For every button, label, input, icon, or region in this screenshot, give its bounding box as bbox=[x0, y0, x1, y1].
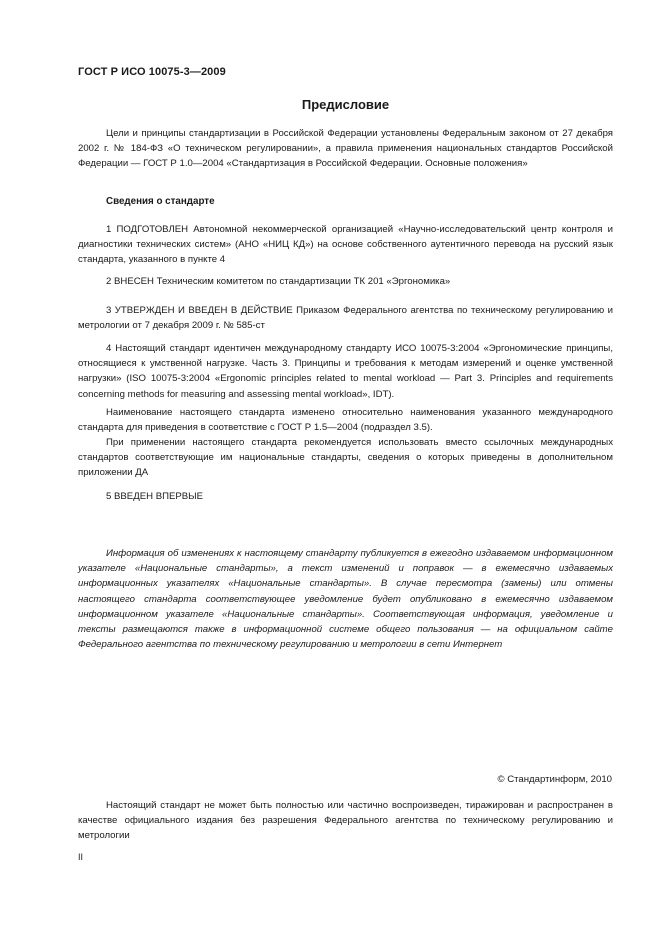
copyright-line: © Стандартинформ, 2010 bbox=[497, 774, 612, 785]
item-3-paragraph: 3 УТВЕРЖДЕН И ВВЕДЕН В ДЕЙСТВИЕ Приказом Федерального агентства по техническому регулированию и метрологии от 7 декабря 2009 г. № 585-ст bbox=[78, 305, 613, 332]
page-number: II bbox=[78, 852, 84, 862]
intro-paragraph: Цели и принципы стандартизации в Российской Федерации установлены Федеральным законом от 27 декабря 2002 г. № 184-ФЗ «О техническом регулировании», а правила применения национальных стандартов Российской Федерации — ГОСТ Р 1.0—2004 «Стандартизация в Российской Федерации. Основные положения» bbox=[78, 128, 613, 170]
item-4-paragraph: 4 Настоящий стандарт идентичен международному стандарту ИСО 10075-3:2004 «Эргономические принципы, относящиеся к умственной нагрузке. Часть 3. Принципы и требования к методам измерений и оценке умственной нагрузки» (ISO 10075-3:2004 «Ergonomic principles related to mental workload — Part 3. Principles and requirements concerning methods for measuring and assessing mental workload», IDT). bbox=[78, 343, 613, 400]
item-2-paragraph: 2 ВНЕСЕН Техническим комитетом по стандартизации ТК 201 «Эргономика» bbox=[106, 276, 451, 287]
page-title: Предисловие bbox=[301, 97, 390, 112]
item-5-paragraph: 5 ВВЕДЕН ВПЕРВЫЕ bbox=[106, 491, 204, 502]
change-notice-paragraph: Информация об изменениях к настоящему стандарту публикуется в ежегодно издаваемом информационном указателе «Национальные стандарты», а текст изменений и поправок — в ежемесячно издаваемых информационных указателях «Национальные стандарты». В случае пересмотра (замены) или отмены настоящего стандарта соответствующее уведомление будет опубликовано в ежемесячно издаваемом информационном указателе «Национальные стандарты». Соответствующая информация, уведомление и тексты размещаются также в информационной системе общего пользования — на официальном сайте Федерального агентства по техническому регулированию и метрологии в сети Интернет bbox=[78, 548, 613, 651]
section-subheading: Сведения о стандарте bbox=[106, 196, 215, 207]
item-4-usage-note: При применении настоящего стандарта рекомендуется использовать вместо ссылочных международных стандартов соответствующие им национальные стандарты, сведения о которых приведены в дополнительном приложении ДА bbox=[78, 437, 613, 479]
document-header: ГОСТ Р ИСО 10075-3—2009 bbox=[78, 66, 226, 78]
item-4-name-note: Наименование настоящего стандарта изменено относительно наименования указанного международного стандарта для приведения в соответствие с ГОСТ Р 1.5—2004 (подраздел 3.5). bbox=[78, 407, 613, 434]
reproduction-notice: Настоящий стандарт не может быть полностью или частично воспроизведен, тиражирован и распространен в качестве официального издания без разрешения Федерального агентства по техническому регулированию и метрологии bbox=[78, 800, 613, 842]
item-1-paragraph: 1 ПОДГОТОВЛЕН Автономной некоммерческой организацией «Научно-исследовательский центр контроля и диагностики технических систем» (АНО «НИЦ КД») на основе собственного аутентичного перевода на русский язык стандарта, указанного в пункте 4 bbox=[78, 224, 613, 266]
